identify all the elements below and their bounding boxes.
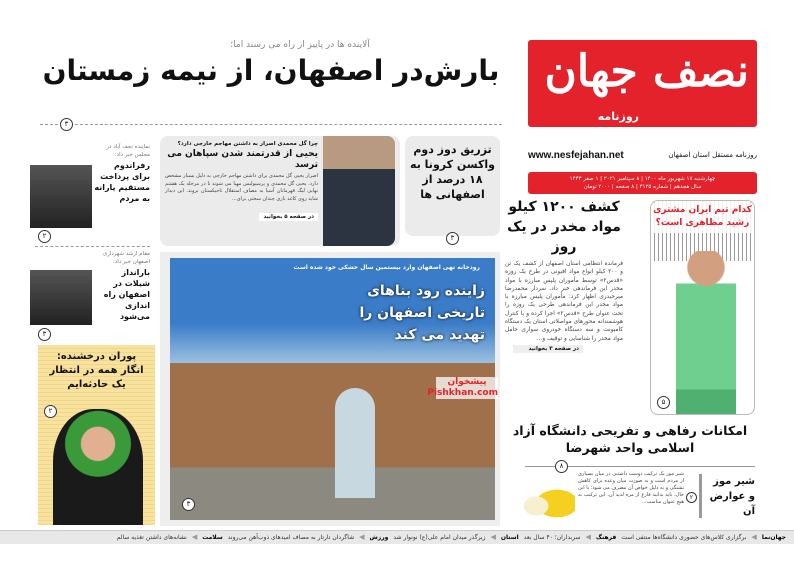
arrow-icon: ◀ (191, 533, 198, 541)
page-badge: ۲ (38, 230, 51, 243)
page-badge: ۲ (44, 405, 57, 418)
logo-subtitle: روزنامه (597, 110, 639, 123)
mp-photo (30, 165, 92, 228)
lead-headline[interactable]: بارش‌در اصفهان، از نیمه زمستان (42, 54, 500, 87)
page-badge: ۸ (555, 460, 568, 473)
page-badge: ۳ (38, 328, 51, 341)
darakhshandeh-story[interactable] (38, 345, 155, 525)
date-bar (528, 172, 757, 194)
fishery-story[interactable] (30, 250, 150, 325)
arrow-icon: ◀ (585, 533, 591, 541)
zayandeh-title: زاینده رود بناهای تاریخی اصفهان را تهدید می کند (359, 283, 485, 343)
ticker-section[interactable]: ورزش (369, 534, 389, 541)
left2-kicker: مقام ارشد شهرداری اصفهان خبر داد: (102, 251, 150, 265)
arrow-icon: ◀ (751, 533, 757, 541)
arrow-icon: ◀ (490, 533, 496, 541)
official-photo (30, 270, 92, 325)
date-line: چهارشنبه ۱۷ شهریور ماه ۱۴۰۰ | ۸ سپتامبر ۲۰۲۱ | ۱ صفر ۱۴۴۳ (569, 176, 716, 182)
banana-title[interactable]: شیر موز و عوارض آن (709, 476, 755, 517)
logo-text: نصف جهان (544, 46, 749, 97)
website-url[interactable]: www.nesfejahan.net (528, 150, 624, 161)
vaccine-title: تزریق دوز دوم واکسن کرونا به ۱۸ درصد از اصفهانی ها (410, 143, 495, 201)
player-story[interactable] (650, 200, 755, 415)
yahya-title: یحیی از قدرتمند شدن سپاهان می ترسد (167, 149, 318, 170)
divider (40, 124, 502, 125)
actress-photo (53, 409, 143, 525)
page-badge: ۲ (686, 492, 697, 503)
page-badge: ۳ (446, 232, 459, 245)
yahya-text-column (165, 140, 318, 222)
banana-milk-image (515, 476, 575, 526)
ticker-item[interactable]: نشانه‌های داشتن تغذیه سالم (116, 534, 187, 541)
page-badge: ۳ (60, 118, 73, 131)
banana-body: شیر موز یک ترکیب دوست داشتنی در میان بسیاری از مردم است و به صورت میان وعده برای کاهش تشنگی و به دلیل خواص آن مصرف می شود؛ با این حال، باید بدانید فارغ از مزه لذیذ آن، این ترکیب به هیچ عنوان مناسب... (578, 471, 684, 505)
coach-photo (323, 136, 395, 246)
zayandeh-story[interactable] (160, 252, 500, 526)
yahya-kicker: چرا گل محمدی اصرار به داشتن مهاجم خارجی دارد؟ (177, 141, 318, 147)
ticker-section[interactable]: جهان‌نما (761, 534, 786, 541)
drugs-title: کشف ۱۲۰۰ کیلو مواد مخدر در یک روز (507, 199, 621, 255)
arch (335, 388, 375, 498)
azad-headline[interactable]: امکانات رفاهی و تفریحی دانشگاه آزاد اسلامی واحد شهرضا (512, 423, 748, 455)
ticker-item[interactable]: برگزاری کلاس‌های حضوری دانشگاه‌ها منتفی است (621, 534, 747, 541)
page-badge: ۵ (657, 396, 670, 409)
read-more-link[interactable]: در صفحه ۵ بخوانید (259, 213, 318, 221)
read-more-link[interactable]: در صفحه ۳ بخوانید (513, 345, 583, 353)
left1-title: رفراندوم برای پرداخت مستقیم یارانه به مردم (94, 161, 150, 203)
left1-kicker: نماینده نجف آباد در مجلس خبر داد: (106, 144, 150, 158)
goalkeeper-photo (676, 251, 736, 414)
ticker-section[interactable]: فرهنگ (595, 534, 617, 541)
watermark-logo: پیشخوان Pishkhan.com (427, 377, 498, 398)
player-title: کدام تیم ایران مشتری رشید مظاهری است؟ (651, 201, 754, 233)
masthead-logo (528, 40, 757, 127)
drugs-story[interactable] (505, 197, 623, 353)
zayandeh-kicker: رودخانه تهی اصفهان وارد بیستمین سال خشکی خود شده است (293, 264, 480, 271)
tagline: روزنامه مستقل استان اصفهان (668, 151, 757, 159)
lead-kicker: آلاینده ها در پاییز از راه می رسند اما؛ (230, 40, 370, 50)
page-badge: ۳ (182, 498, 195, 511)
yahya-story[interactable] (160, 136, 400, 246)
drugs-body: فرمانده انتظامی استان اصفهان از کشف یک تن و ۲۰۰ کیلو انواع مواد افیونی در طرح یک روزه «قدس۲» توسط مأموران پلیس مبارزه با مواد مخدر این فرماندهی خبر داد. سردار محمدرضا میرحیدری اظهار کرد: مأموران پلیس مبارزه با مواد مخدر این فرماندهی طرحی یک روزه را تحت عنوان طرح «قدس۲» اجرا کرده و با کنترل هوشمندانه محورهای مواصلاتی استان یک دستگاه کامیونت و سه دستگاه خودروی سواری حامل مواد مخدر را شناسایی و توقیف و... (505, 261, 623, 342)
left2-text-column (94, 250, 150, 322)
ticker-item[interactable]: شاگردان تارتار به مصاف امیدهای ذوب‌آهن می‌روند (227, 534, 355, 541)
bottom-news-ticker (0, 530, 794, 544)
yahya-body: اصرار یحیی گل محمدی برای داشتن مهاجم خارجی به دلیل بسیار مشخص دارد. یحیی گل محمدی و پرسپولیس مهیا می شوند تا در مرحله یک هشتم نهایی لیگ قهرمانان آسیا به مصاف استقلال تاجیکستان بروند. این دیدار شاید روی کاغذ بازی چندان سختی برای... (165, 173, 318, 202)
arrow-icon: ◀ (359, 533, 365, 541)
referendum-story[interactable] (30, 143, 150, 228)
vaccine-story[interactable] (405, 136, 500, 236)
ticker-section[interactable]: سلامت (202, 534, 223, 541)
left2-title: بارانداز شیلات در اصفهان راه اندازی می‌شود (103, 268, 150, 321)
issue-line: سال هجدهم | شماره ۴۱۲۵ | ۸ صفحه | ۲۰۰۰ تومان (583, 184, 702, 190)
divider (699, 474, 702, 518)
ticker-item[interactable]: سربداران؛ ۴۰ سال بعد (523, 534, 581, 541)
ticker-section[interactable]: استان (500, 534, 519, 541)
divider (35, 246, 150, 247)
ticker-item[interactable]: زیرگذر میدان امام علی(ع) نونوار شد (393, 534, 486, 541)
darakhshandeh-title: پوران درخشنده: انگار همه در انتظار یک حادثه‌ایم (49, 351, 144, 390)
left1-text-column (94, 143, 150, 204)
